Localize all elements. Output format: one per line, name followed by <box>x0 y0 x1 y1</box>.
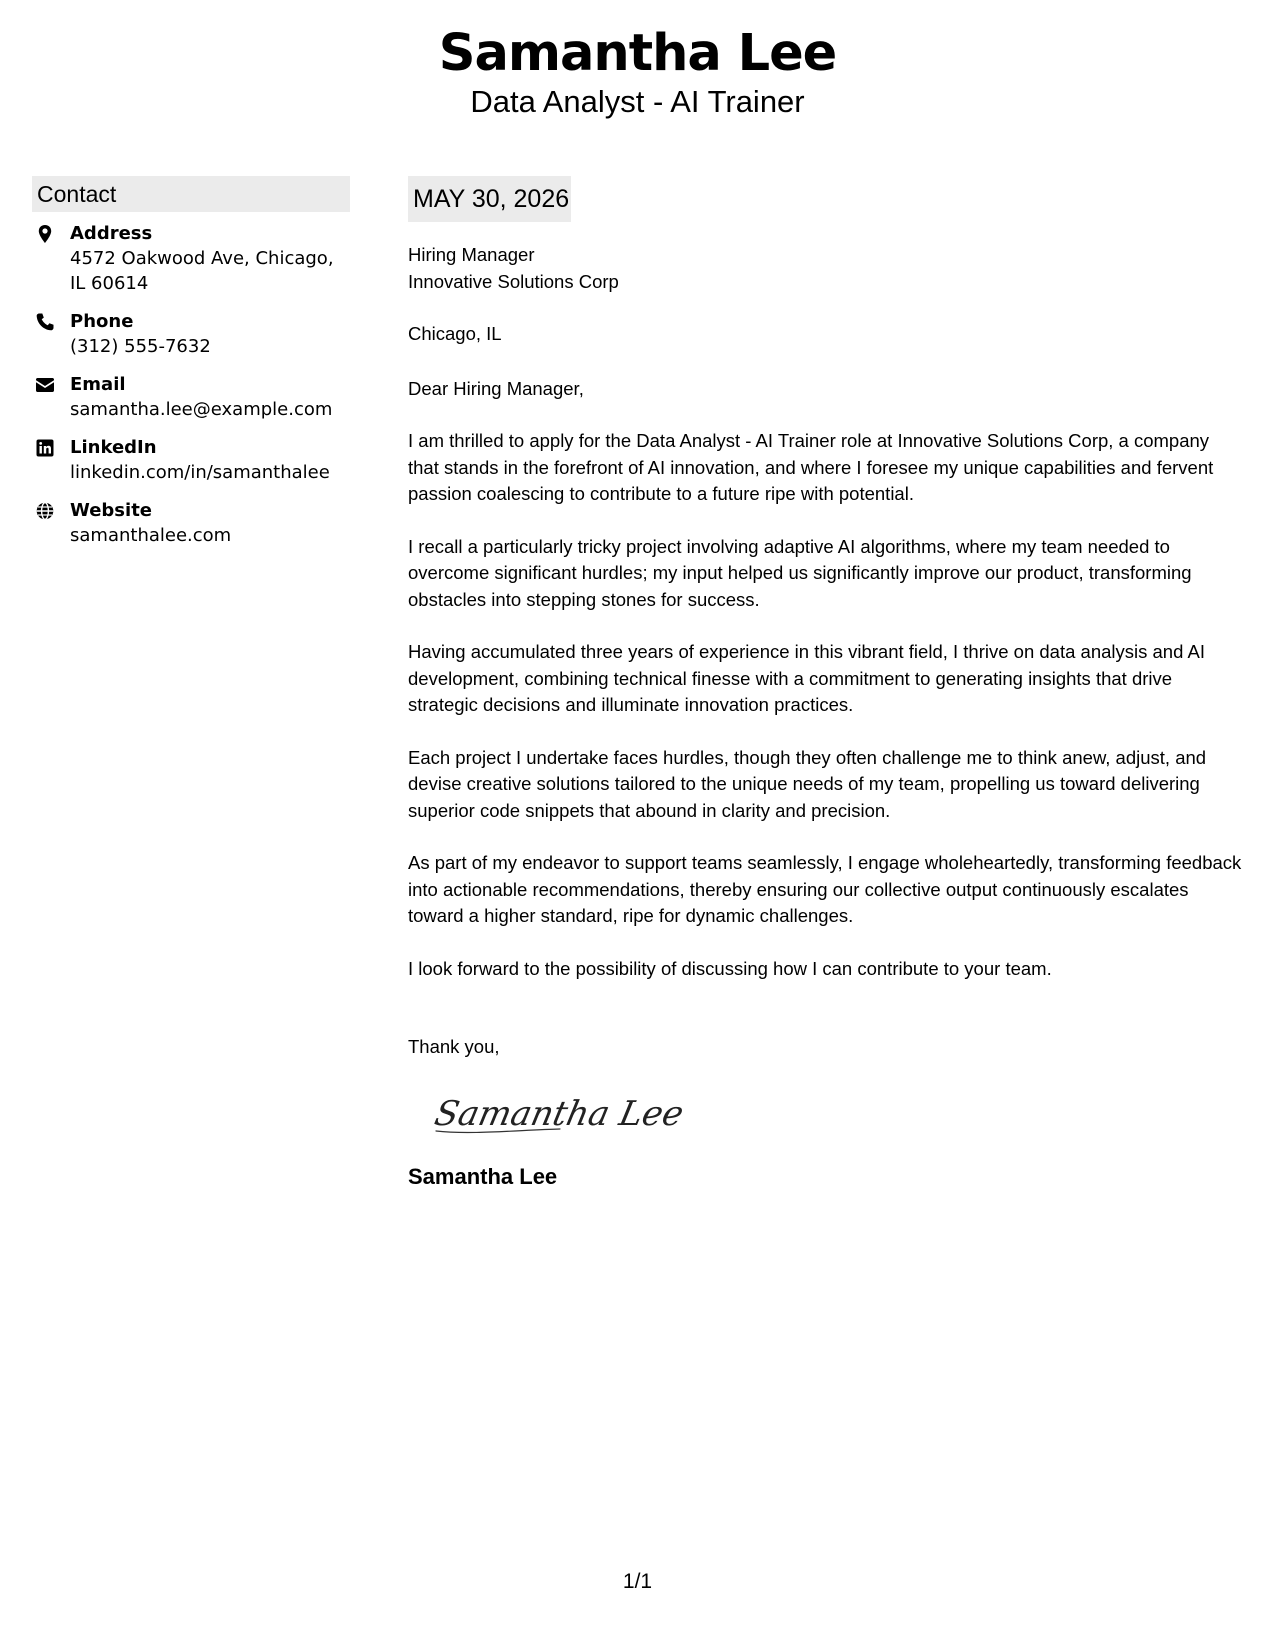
contact-list <box>32 222 350 548</box>
recipient-company: Innovative Solutions Corp <box>408 270 619 292</box>
body-paragraph-5: As part of my endeavor to support teams seamlessly, I engage wholeheartedly, transforming feedback into actionable recommendations, thereby ensuring our collective output continuously escalates toward a higher standard, ripe for dynamic challenges. <box>408 852 1242 926</box>
applicant-title: Data Analyst - AI Trainer <box>470 84 805 119</box>
signer-name: Samantha Lee <box>408 1163 558 1189</box>
signature-graphic <box>430 1083 687 1143</box>
contact-item-phone <box>32 310 350 359</box>
closing: Thank you, <box>408 1036 500 1057</box>
recipient-name: Hiring Manager <box>408 244 535 265</box>
contact-label-phone: Phone <box>70 311 134 332</box>
letter-date: MAY 30, 2026 <box>408 176 571 222</box>
body-paragraph-6: I look forward to the possibility of discussing how I can contribute to your team. <box>408 957 1052 979</box>
contact-label-website: Website <box>70 500 153 521</box>
greeting: Dear Hiring Manager, <box>408 377 584 399</box>
contact-sidebar <box>32 176 350 562</box>
linkedin-icon <box>35 438 55 458</box>
recipient-location: Chicago, IL <box>408 323 502 344</box>
body-paragraph-2: I recall a particularly tricky project involving adaptive AI algorithms, where my team needed to overcome significant hurdles; my input helped us significantly improve our product, transforming obstacles into stepping stones for success. <box>408 535 1192 610</box>
contact-value-linkedin[interactable]: linkedin.com/in/samanthalee <box>70 462 330 483</box>
contact-item-linkedin <box>32 436 350 485</box>
body-paragraph-1: I am thrilled to apply for the Data Analyst - AI Trainer role at Innovative Solutions Corp, a company that stands in the forefront of AI innovation, and where I foresee my unique capabilities and fervent passion coalescing to contribute to a future ripe with potential. <box>408 430 1214 504</box>
applicant-name: Samantha Lee <box>438 24 837 83</box>
contact-section-title: Contact <box>32 176 350 212</box>
contact-value-website[interactable]: samanthalee.com <box>70 525 232 546</box>
page-number: 1/1 <box>622 1570 653 1593</box>
email-icon <box>35 375 55 395</box>
contact-value-email[interactable]: samantha.lee@example.com <box>70 399 333 420</box>
contact-item-website <box>32 499 350 548</box>
body-paragraph-3: Having accumulated three years of experience in this vibrant field, I thrive on data analysis and AI development, combining technical finesse with a commitment to generating insights that drive strategic decisions and illuminate innovation practices. <box>408 641 1205 715</box>
location-pin-icon <box>35 224 55 244</box>
contact-label-address: Address <box>70 223 153 244</box>
contact-value-address: 4572 Oakwood Ave, Chicago, IL 60614 <box>70 248 334 294</box>
globe-icon <box>35 501 55 521</box>
contact-item-email <box>32 373 350 422</box>
contact-label-email: Email <box>70 374 126 395</box>
phone-icon <box>35 312 55 332</box>
contact-item-address <box>32 222 350 296</box>
contact-label-linkedin: LinkedIn <box>70 437 157 458</box>
svg-text:Samantha Lee: Samantha Lee <box>431 1093 687 1134</box>
recipient-block <box>408 242 1243 295</box>
contact-value-phone: (312) 555-7632 <box>70 336 211 357</box>
letter-body <box>408 176 1243 1191</box>
body-paragraph-4: Each project I undertake faces hurdles, though they often challenge me to think anew, adjust, and devise creative solutions tailored to the unique needs of my team, propelling us toward delivering superior code snippets that abound in clarity and precision. <box>408 746 1207 821</box>
letter-header <box>0 24 1275 120</box>
handwritten-signature <box>430 1083 1243 1143</box>
